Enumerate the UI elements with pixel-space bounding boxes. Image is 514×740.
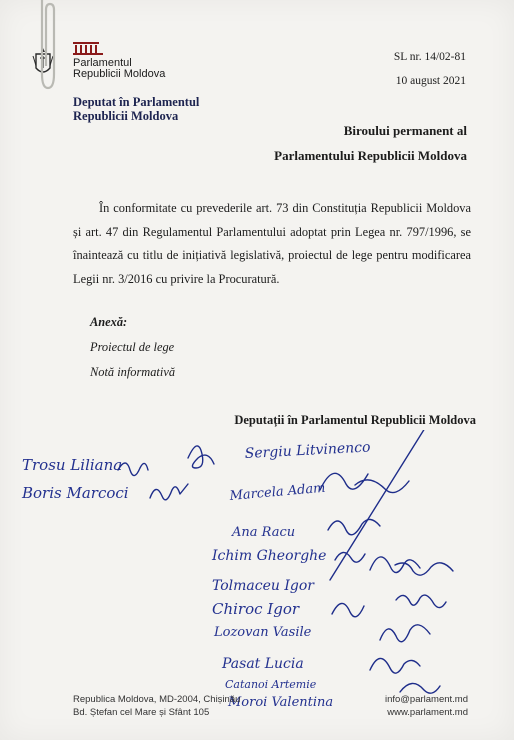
- signature-scribble: [380, 625, 430, 642]
- footer-website: www.parlament.md: [387, 707, 468, 718]
- parliament-logo-icon: [73, 42, 103, 56]
- sender-line1: Deputat în Parlamentul: [73, 95, 200, 109]
- signature-scribble: [370, 658, 420, 673]
- signature-name: Ichim Gheorghe: [212, 548, 327, 564]
- signature-scribble: [332, 603, 364, 616]
- parliament-name-line1: Parlamentul: [73, 57, 132, 69]
- signature-name: Trosu Liliana: [22, 456, 123, 474]
- annex-heading: Anexă:: [90, 315, 128, 329]
- signature-name: Moroi Valentina: [228, 695, 334, 710]
- recipient-block: [274, 118, 467, 168]
- signature-scribble: [400, 683, 440, 693]
- signature-name: Pasat Lucia: [222, 656, 304, 672]
- reference-block: [394, 45, 466, 93]
- signature-name: Sergiu Litvinenco: [244, 439, 371, 462]
- footer-email: info@parlament.md: [384, 694, 468, 705]
- signature-name: Ana Racu: [232, 525, 296, 540]
- signature-name: Chiroc Igor: [212, 600, 300, 618]
- annex-block: [90, 310, 175, 385]
- handwritten-signatures: [0, 430, 514, 710]
- recipient-line2: Parlamentului Republicii Moldova: [274, 148, 467, 163]
- parliament-name-line2: Republicii Moldova: [73, 68, 166, 80]
- annex-item-note: Notă informativă: [90, 365, 176, 379]
- signature-scribble: [328, 519, 380, 534]
- parliament-name: [73, 58, 165, 80]
- footer-contacts: [385, 693, 468, 719]
- sender-block: [73, 95, 199, 123]
- signature-scribble: [335, 552, 365, 562]
- document-date: 10 august 2021: [395, 75, 466, 87]
- signature-scribble: [396, 595, 446, 607]
- signature-name: Marcela Adam: [229, 480, 327, 504]
- reference-number: SL nr. 14/02-81: [393, 51, 466, 63]
- signature-name: Lozovan Vasile: [214, 625, 312, 640]
- signature-name: Boris Marcoci: [22, 484, 129, 502]
- signatories-heading: Deputații în Parlamentul Republicii Moldova: [234, 413, 476, 427]
- signature-scribble: [150, 484, 188, 500]
- footer-address-line1: Republica Moldova, MD-2004, Chișinău: [73, 694, 241, 705]
- annex-item-bill: Proiectul de lege: [90, 340, 175, 354]
- paper-clip-icon: [36, 0, 58, 96]
- footer-address: [73, 693, 240, 719]
- signature-name: Catanoi Artemie: [225, 678, 317, 691]
- sender-line2: Republicii Moldova: [73, 109, 179, 123]
- recipient-line1: Biroului permanent al: [343, 123, 467, 138]
- signature-name: Tolmaceu Igor: [212, 578, 314, 594]
- footer-address-line2: Bd. Ștefan cel Mare și Sfânt 105: [73, 707, 210, 718]
- body-paragraph: În conformitate cu prevederile art. 73 din Constituția Republicii Moldova și art. 47 din Regulamentul Parlamentului adoptat prin Legea nr. 797/1996, se înaintează cu titlu de inițiativă legislativă, proiectul de lege pentru modificarea Legii nr. 3/2016 cu privire la Procuratură.: [73, 201, 471, 286]
- signature-scribble: [118, 463, 148, 476]
- signature-scribble: [188, 446, 214, 468]
